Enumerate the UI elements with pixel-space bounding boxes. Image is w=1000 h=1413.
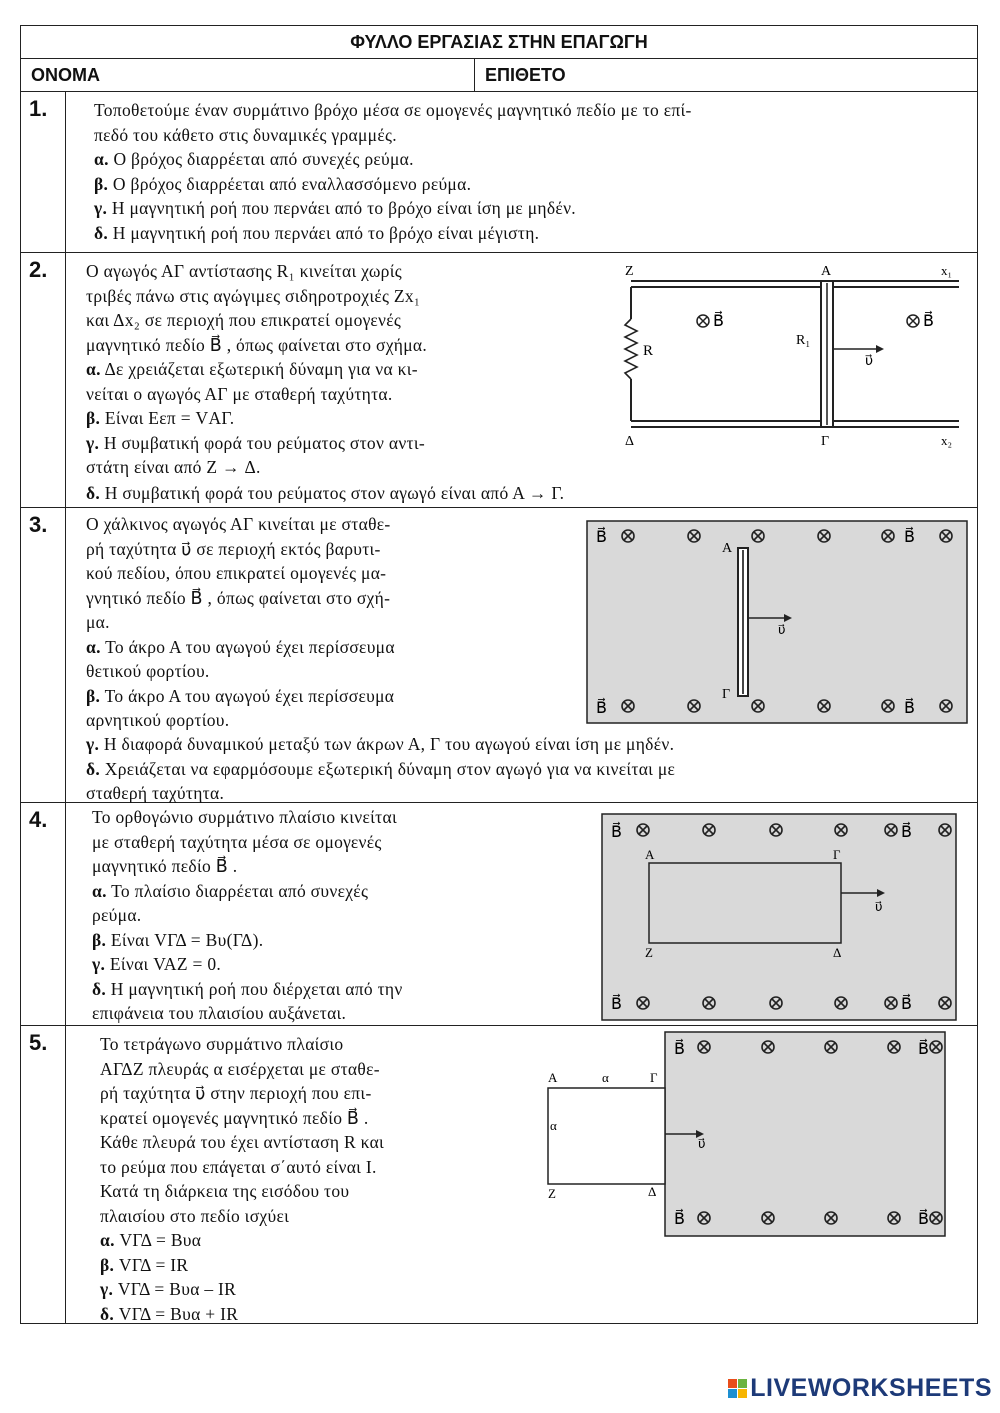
label-a: Α (645, 847, 655, 862)
label-a: Α (722, 541, 733, 556)
question-3 (20, 508, 978, 803)
label-b: B⃗ (596, 700, 607, 717)
option-b[interactable]: β. VΓΔ = IR (100, 1254, 189, 1275)
option-d[interactable]: δ. Η μαγνητική ροή που διέρχεται από την (92, 978, 403, 999)
option-d[interactable]: δ. Η μαγνητική ροή που περνάει από το βρόχο είναι μέγιστη. (94, 222, 540, 243)
label-v: υ⃗ (778, 622, 786, 637)
label-b: B⃗ (904, 700, 915, 717)
label-r1: R₁ (796, 333, 811, 348)
question-text: Τοποθετούμε έναν συρμάτινο βρόχο μέσα σε ομογενές μαγνητικό πεδίο με το επί- πεδό του κάθετο στις δυναμικές γραμμές. α. Ο βρόχος διαρρέεται από συνεχές ρεύμα. β. Ο βρόχος διαρρέεται από εναλλασσόμενο ρεύμα. γ. Η μαγνητική ροή που περνάει από το βρόχο είναι ίση με μηδέν. δ. Η μαγνητική ροή που περνάει από το βρόχο είναι μέγιστη. (94, 98, 964, 245)
label-v: υ⃗ (698, 1136, 706, 1151)
field-into-page-icon (697, 315, 709, 327)
label-b: B⃗ (611, 824, 622, 841)
option-c[interactable]: γ. Η συμβατική φορά του ρεύματος στον αντι- (86, 432, 425, 453)
question-5 (20, 1026, 978, 1324)
label-z: Z (645, 945, 653, 960)
label-g: Γ (722, 687, 731, 702)
option-a[interactable]: α. Δε χρειάζεται εξωτερική δύναμη για να κι- (86, 359, 418, 379)
question-text-cont: γ. Η διαφορά δυναμικού μεταξύ των άκρων Α, Γ του αγωγού είναι ίση με μηδέν. δ. Χρειάζεται να εφαρμόσουμε εξωτερική δύναμη στον αγωγό για να κινείται με σταθερή ταχύτητα. (86, 732, 976, 806)
label-d: Δ (625, 434, 635, 449)
label-b: B⃗ (713, 313, 724, 330)
label-d: Δ (648, 1184, 657, 1199)
label-b: B⃗ (674, 1211, 685, 1228)
label-a: Α (548, 1070, 558, 1085)
label-b: B⃗ (918, 1211, 929, 1228)
option-b[interactable]: β. Ο βρόχος διαρρέεται από εναλλασσόμενο ρεύμα. (94, 173, 472, 194)
frame-figure (601, 813, 957, 1021)
option-c[interactable]: γ. Η μαγνητική ροή που περνάει από το βρόχο είναι ίση με μηδέν. (94, 198, 576, 218)
brand-logo[interactable] (728, 1374, 992, 1403)
label-b: B⃗ (923, 313, 934, 330)
question-text: Το τετράγωνο συρμάτινο πλαίσιο ΑΓΔΖ πλευράς α εισέρχεται με σταθε- ρή ταχύτητα υ⃗ στην περιοχή που επι- κρατεί ομογενές μαγνητικό πεδίο B⃗ . Κάθε πλευρά του έχει αντίσταση R και το ρεύμα που επάγεται σ΄αυτό είναι Ι. Κατά τη διάρκεια της εισόδου του πλαισίου στο πεδίο ισχύει α. VΓΔ = Bυα β. VΓΔ = IR γ. VΓΔ = Bυα – IR δ. VΓΔ = Bυα + IR (100, 1032, 508, 1326)
option-b[interactable]: β. Είναι VΓΔ = Bυ(ΓΔ). (92, 929, 264, 950)
option-a[interactable]: α. Το άκρο Α του αγωγού έχει περίσσευμα (86, 636, 395, 657)
question-text: Ο χάλκινος αγωγός ΑΓ κινείται με σταθε- ρή ταχύτητα υ⃗ σε περιοχή εκτός βαρυτι- κού πεδίου, όπου επικρατεί ομογενές μα- γνητικό πεδίο B⃗ , όπως φαίνεται στο σχή- μα. α. Το άκρο Α του αγωγού έχει περίσσευμα θετικού φορτίου. β. Το άκρο Α του αγωγού έχει περίσσευμα αρνητικού φορτίου. (86, 512, 534, 733)
brand-text: LIVEWORKSHEETS (750, 1374, 992, 1402)
question-4 (20, 803, 978, 1026)
label-b: B⃗ (901, 996, 912, 1013)
label-z: Z (625, 264, 634, 279)
label-x1: x₁ (941, 263, 953, 278)
brand-logo-mark (728, 1379, 747, 1398)
worksheet-title: ΦΥΛΛΟ ΕΡΓΑΣΙΑΣ ΣΤΗΝ ΕΠΑΓΩΓΗ (21, 26, 978, 59)
rails-figure (621, 259, 966, 451)
label-alpha: α (602, 1070, 609, 1085)
option-a[interactable]: α. Ο βρόχος διαρρέεται από συνεχές ρεύμα. (94, 149, 414, 169)
option-b[interactable]: β. Το άκρο Α του αγωγού έχει περίσσευμα (86, 685, 395, 706)
label-g: Γ (833, 847, 841, 862)
question-1 (20, 92, 978, 253)
label-g: Γ (650, 1070, 658, 1085)
question-number: 4. (21, 803, 66, 1025)
option-c[interactable]: γ. VΓΔ = Bυα – IR (100, 1279, 237, 1299)
label-b: B⃗ (674, 1041, 685, 1058)
option-b[interactable]: β. Είναι Eεπ = VΑΓ. (86, 408, 235, 428)
option-c[interactable]: γ. Η διαφορά δυναμικού μεταξύ των άκρων Α, Γ του αγωγού είναι ίση με μηδέν. (86, 734, 675, 754)
question-text: Το ορθογώνιο συρμάτινο πλαίσιο κινείται με σταθερή ταχύτητα μέσα σε ομογενές μαγνητικό πεδίο B⃗ . α. Το πλαίσιο διαρρέεται από συνεχές ρεύμα. β. Είναι VΓΔ = Bυ(ΓΔ). γ. Είναι VAZ = 0. δ. Η μαγνητική ροή που διέρχεται από την επιφάνεια του πλαισίου αυξάνεται. (92, 805, 540, 1026)
header-table (20, 25, 978, 92)
label-g: Γ (821, 434, 830, 449)
question-number: 2. (21, 253, 66, 507)
option-d[interactable]: δ. VΓΔ = Bυα + IR (100, 1303, 239, 1324)
conductor-figure (586, 520, 968, 724)
surname-field[interactable]: ΕΠΙΘΕΤΟ (475, 59, 978, 92)
field-into-page-icon (907, 315, 919, 327)
question-2 (20, 253, 978, 508)
label-b: B⃗ (904, 529, 915, 546)
option-d[interactable]: δ. Η συμβατική φορά του ρεύματος στον αγωγό είναι από Α → Γ. (86, 483, 565, 503)
question-number: 1. (21, 92, 66, 252)
worksheet (20, 25, 978, 1324)
label-b: B⃗ (901, 824, 912, 841)
label-b: B⃗ (918, 1041, 929, 1058)
label-b: B⃗ (596, 529, 607, 546)
label-side: α (550, 1118, 557, 1133)
square-frame-figure (546, 1030, 946, 1238)
label-a: Α (821, 264, 832, 279)
label-d: Δ (833, 945, 842, 960)
option-c[interactable]: γ. Είναι VAZ = 0. (92, 954, 222, 974)
label-z: Z (548, 1186, 556, 1201)
label-x2: x₂ (941, 433, 953, 448)
question-number: 3. (21, 508, 66, 802)
option-a[interactable]: α. VΓΔ = Bυα (100, 1230, 202, 1250)
label-v: υ⃗ (865, 354, 874, 369)
question-number: 5. (21, 1026, 66, 1323)
name-field[interactable]: ΟΝΟΜΑ (21, 59, 475, 92)
option-d[interactable]: δ. Χρειάζεται να εφαρμόσουμε εξωτερική δύναμη στον αγωγό για να κινείται με (86, 758, 676, 779)
label-r: R (643, 343, 654, 359)
question-text: Ο αγωγός ΑΓ αντίστασης R₁ κινείται χωρίς τριβές πάνω στις αγώγιμες σιδηροτροχιές Zx₁ και Δx₂ σε περιοχή που επικρατεί ομογενές μαγνητικό πεδίο B⃗ , όπως φαίνεται στο σχήμα. α. Δε χρειάζεται εξωτερική δύναμη για να κι- νείται ο αγωγός ΑΓ με σταθερή ταχύτητα. β. Είναι Eεπ = VΑΓ. γ. Η συμβατική φορά του ρεύματος στον αντι- στάτη είναι από Z → Δ. (86, 259, 596, 480)
label-v: υ⃗ (875, 899, 883, 914)
option-a[interactable]: α. Το πλαίσιο διαρρέεται από συνεχές (92, 880, 369, 901)
label-b: B⃗ (611, 996, 622, 1013)
